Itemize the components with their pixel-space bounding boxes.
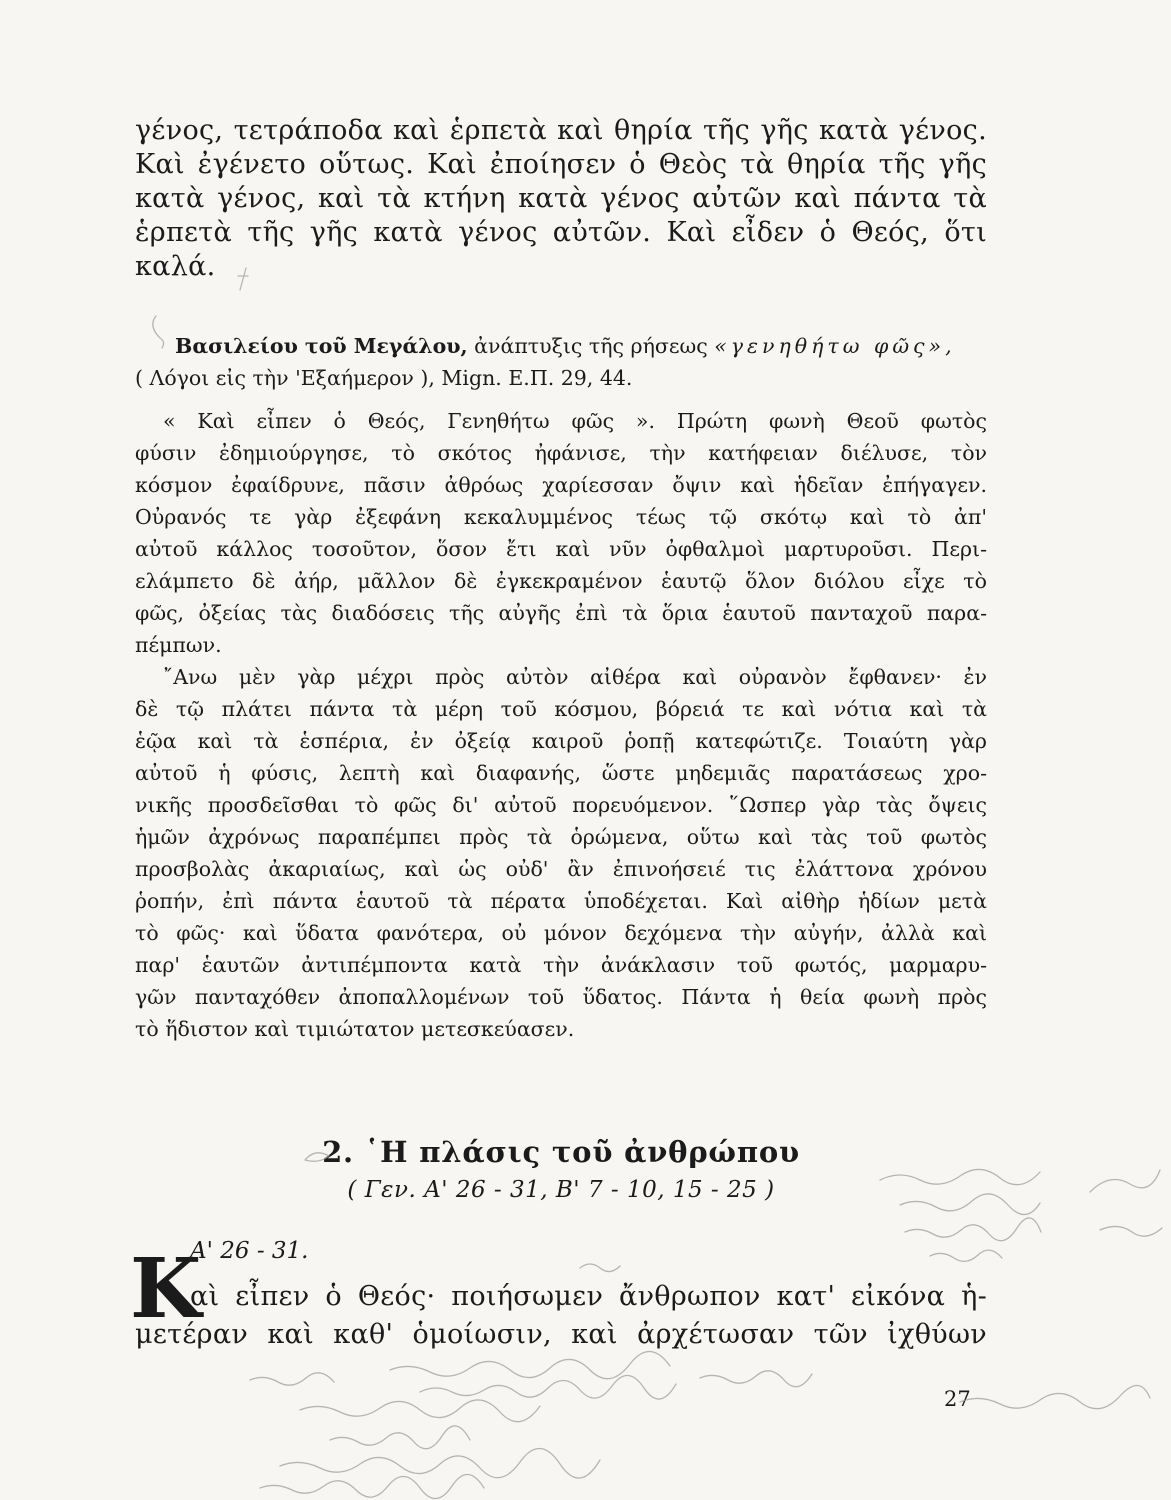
text-line: γῶν πανταχόθεν ἀποπαλλομένων τοῦ ὕδατος. Πάντα ἡ θεία φωνὴ πρὸς (135, 985, 987, 1009)
text-line: Καὶ ἐγένετο οὕτως. Καὶ ἐποίησεν ὁ Θεὸς τὰ θηρία τῆς γῆς (135, 149, 987, 180)
section-reference: ( Γεν. Α' 26 - 31, Β' 7 - 10, 15 - 25 ) (347, 1177, 775, 1203)
text-line: νικῆς προσδεῖσθαι τὸ φῶς δι' αὐτοῦ πορευόμενον. ῞Ωσπερ γὰρ τὰς ὄψεις (135, 793, 987, 817)
text-line: κατὰ γένος, καὶ τὰ κτήνη κατὰ γένος αὐτῶν καὶ πάντα τὰ (135, 183, 987, 214)
text-line: ῎Ανω μὲν γὰρ μέχρι πρὸς αὐτὸν αἰθέρα καὶ οὐρανὸν ἔφθανεν· ἐν (163, 665, 987, 689)
text-line: δὲ τῷ πλάτει πάντα τὰ μέρη τοῦ κόσμου, βόρειά τε καὶ νότια καὶ τὰ (135, 697, 987, 721)
text-line: φύσιν ἐδημιούργησε, τὸ σκότος ἠφάνισε, τὴν κατήφειαν διέλυσε, τὸν (135, 441, 987, 465)
text-line: ἑρπετὰ τῆς γῆς κατὰ γένος αὐτῶν. Καὶ εἶδεν ὁ Θεός, ὅτι (135, 217, 987, 248)
drop-cap: Κ (130, 1241, 202, 1337)
text-line: ελάμπετο δὲ ἀήρ, μᾶλλον δὲ ἐγκεκραμένον ἑαυτῷ ὅλον διόλου εἶχε τὸ (135, 569, 987, 593)
section-title: 2. ῾Η πλάσις τοῦ ἀνθρώπου (322, 1135, 800, 1169)
genesis-line-1 (190, 1280, 987, 1314)
text-line: αὐτοῦ κάλλος τοσοῦτον, ὅσον ἔτι καὶ νῦν ὀφθαλμοὶ μαρτυροῦσι. Περι- (135, 537, 987, 561)
text-line: ῥοπήν, ἐπὶ πάντα ἑαυτοῦ τὰ πέρατα ὑποδέχεται. Καὶ αἰθὴρ ἡδίων μετὰ (135, 889, 987, 913)
text-line: ἡμῶν ἀχρόνως παραπέμπει πρὸς τὰ ὁρώμενα, οὕτω καὶ τὰς τοῦ φωτὸς (135, 825, 987, 849)
text-line: γένος, τετράποδα καὶ ἑρπετὰ καὶ θηρία τῆς γῆς κατὰ γένος. (135, 115, 987, 146)
text-line: φῶς, ὀξείας τὰς διαδόσεις τῆς αὐγῆς ἐπὶ τὰ ὅρια ἑαυτοῦ πανταχοῦ παρα- (135, 601, 987, 625)
basil-header (135, 330, 987, 394)
text-line: ἑῷα καὶ τὰ ἑσπέρια, ἐν ὀξείᾳ καιροῦ ῥοπῇ κατεφώτιζε. Τοιαύτη γὰρ (135, 729, 987, 753)
topic-text: ἀνάπτυξις τῆς ρήσεως (474, 334, 708, 358)
text-line: πέμπων. (135, 633, 222, 657)
text-line: αὐτοῦ ἡ φύσις, λεπτὴ καὶ διαφανής, ὥστε μηδεμιᾶς παρατάσεως χρο- (135, 761, 987, 785)
text-line: Οὐρανός τε γὰρ ἐξεφάνη κεκαλυμμένος τέως τῷ σκότῳ καὶ τὸ ἀπ' (135, 505, 987, 529)
phrase-text: «γενηθήτω φῶς», (714, 334, 956, 358)
text-line: παρ' ἑαυτῶν ἀντιπέμποντα κατὰ τὴν ἀνάκλασιν τοῦ φωτός, μαρμαρυ- (135, 953, 987, 977)
page-number: 27 (944, 1387, 971, 1411)
basil-text (135, 405, 987, 1045)
text-line: τὸ ἥδιστον καὶ τιμιώτατον μετεσκεύασεν. (135, 1017, 575, 1041)
text-line: προσβολὰς ἀκαριαίως, καὶ ὡς οὐδ' ἂν ἐπινοήσειέ τις ἐλάττονα χρόνου (135, 857, 987, 881)
text-line: αὶ εἶπεν ὁ Θεός· ποιήσωμεν ἄνθρωπον κατ' εἰκόνα ἡ- (190, 1281, 987, 1312)
sub-reference: Α' 26 - 31. (190, 1238, 309, 1264)
section-heading (135, 1135, 987, 1203)
text-line: κόσμον ἐφαίδρυνε, πᾶσιν ἀθρόως χαρίεσσαν ὄψιν καὶ ἡδεῖαν ἐπήγαγεν. (135, 473, 987, 497)
text-line: μετέραν καὶ καθ' ὁμοίωσιν, καὶ ἀρχέτωσαν τῶν ἰχθύων (135, 1319, 987, 1350)
author-name: Βασιλείου τοῦ Μεγάλου, (175, 334, 468, 358)
text-line: καλά. (135, 251, 216, 282)
text-line: τὸ φῶς· καὶ ὕδατα φανότερα, οὐ μόνον δεχόμενα τὴν αὐγήν, ἀλλὰ καὶ (135, 921, 987, 945)
genesis-line-2 (135, 1318, 987, 1352)
genesis-text-top (135, 114, 987, 284)
text-line: « Καὶ εἶπεν ὁ Θεός, Γενηθήτω φῶς ». Πρώτη φωνὴ Θεοῦ φωτὸς (163, 409, 987, 433)
source-citation: ( Λόγοι εἰς τὴν 'Εξαήμερον ), Mign. E.Π. 29, 44. (135, 366, 633, 390)
